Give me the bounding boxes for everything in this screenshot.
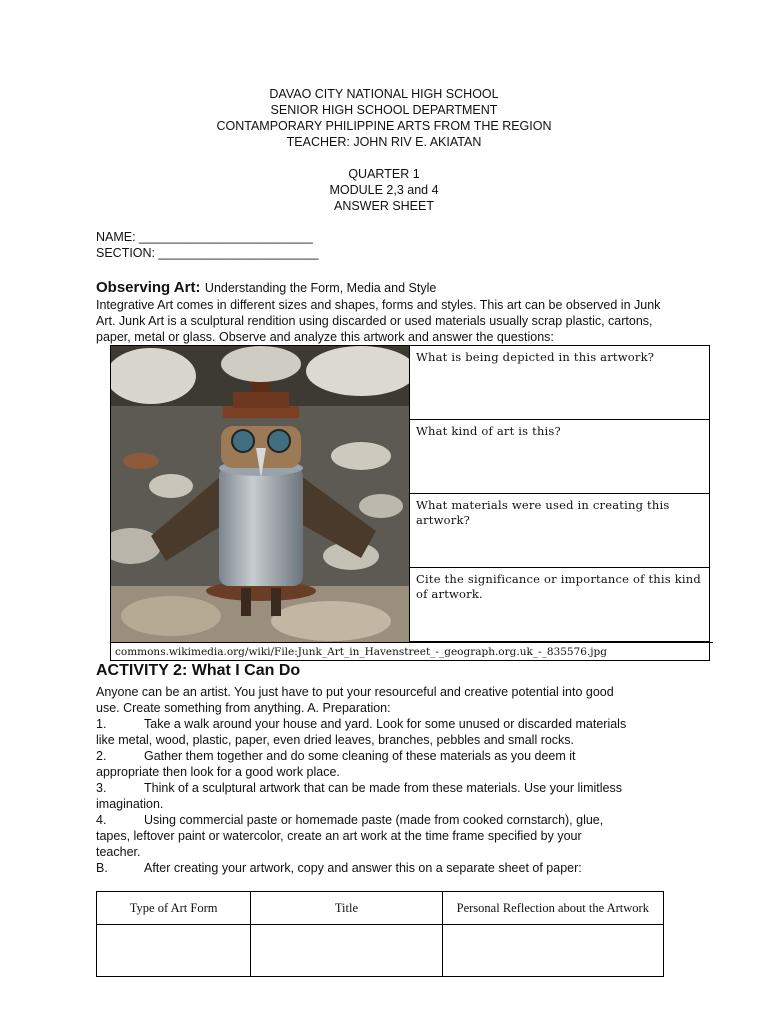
step-b: B. After creating your artwork, copy and answer this on a separate sheet of paper: [96,861,582,875]
subject-title: CONTAMPORARY PHILIPPINE ARTS FROM THE REGION [216,119,552,133]
question-kind-of-art: What kind of art is this? [409,420,709,494]
question-depicted: What is being depicted in this artwork? [409,346,709,420]
step-1-cont: like metal, wood, plastic, paper, even dried leaves, branches, pebbles and small rocks. [96,733,575,747]
activity-instructions [96,684,676,876]
header-personal-reflection: Personal Reflection about the Artwork [442,892,663,925]
module: MODULE 2,3 and 4 [329,183,439,197]
step-2-cont: appropriate then look for a good work place. [96,765,340,779]
question-materials: What materials were used in creating this artwork? [409,494,709,568]
junk-art-photo [111,346,409,642]
observing-art-paragraph: Integrative Art comes in different sizes and shapes, forms and styles. This art can be observed in Junk Art. Junk Art is a sculptural rendition using discarded or used materials usually scrap plastic, cartons, paper, metal or glass. Observe and analyze this artwork and answer the questions: [96,298,661,344]
step-2: 2. Gather them together and do some cleaning of these materials as you deem it [96,749,576,763]
school-name: DAVAO CITY NATIONAL HIGH SCHOOL [269,87,499,101]
step-1: 1. Take a walk around your house and yard. Look for some unused or discarded materials [96,717,627,731]
answer-cell-reflection[interactable] [442,925,663,977]
step-4: 4. Using commercial paste or homemade paste (made from cooked cornstarch), glue, [96,813,604,827]
name-field[interactable]: NAME: _________________________ [96,230,313,244]
observing-art-heading [96,279,436,297]
junk-art-owl-illustration [111,346,409,642]
quarter: QUARTER 1 [348,167,420,181]
step-3: 3. Think of a sculptural artwork that can be made from these materials. Use your limitless [96,781,622,795]
department: SENIOR HIGH SCHOOL DEPARTMENT [270,103,498,117]
activity-intro-line2: use. Create something from anything. A. Preparation: [96,701,391,715]
observing-art-subtitle: Understanding the Form, Media and Style [204,281,437,295]
answer-cell-type[interactable] [97,925,251,977]
activity-intro-line1: Anyone can be an artist. You just have to put your resourceful and creative potential into good [96,685,614,699]
activity-title: ACTIVITY 2: What I Can Do [96,662,301,679]
step-3-cont: imagination. [96,797,164,811]
image-source-caption: commons.wikimedia.org/wiki/File:Junk_Art_in_Havenstreet_-_geograph.org.uk_-_835576.jpg [111,642,713,661]
artwork-question-table [110,345,710,661]
step-4-cont2: teacher. [96,845,141,859]
step-4-cont: tapes, leftover paint or watercolor, create an art work at the time frame specified by your [96,829,582,843]
answer-sheet-title: ANSWER SHEET [333,199,434,213]
observing-art-title: Observing Art: [96,279,201,296]
header-type-of-art-form: Type of Art Form [97,892,251,925]
header-title: Title [251,892,442,925]
question-significance: Cite the significance or importance of this kind of artwork. [409,568,709,642]
answer-table [96,891,664,977]
answer-cell-title[interactable] [251,925,442,977]
teacher-name: TEACHER: JOHN RIV E. AKIATAN [286,135,482,149]
section-field[interactable]: SECTION: _______________________ [96,246,319,260]
